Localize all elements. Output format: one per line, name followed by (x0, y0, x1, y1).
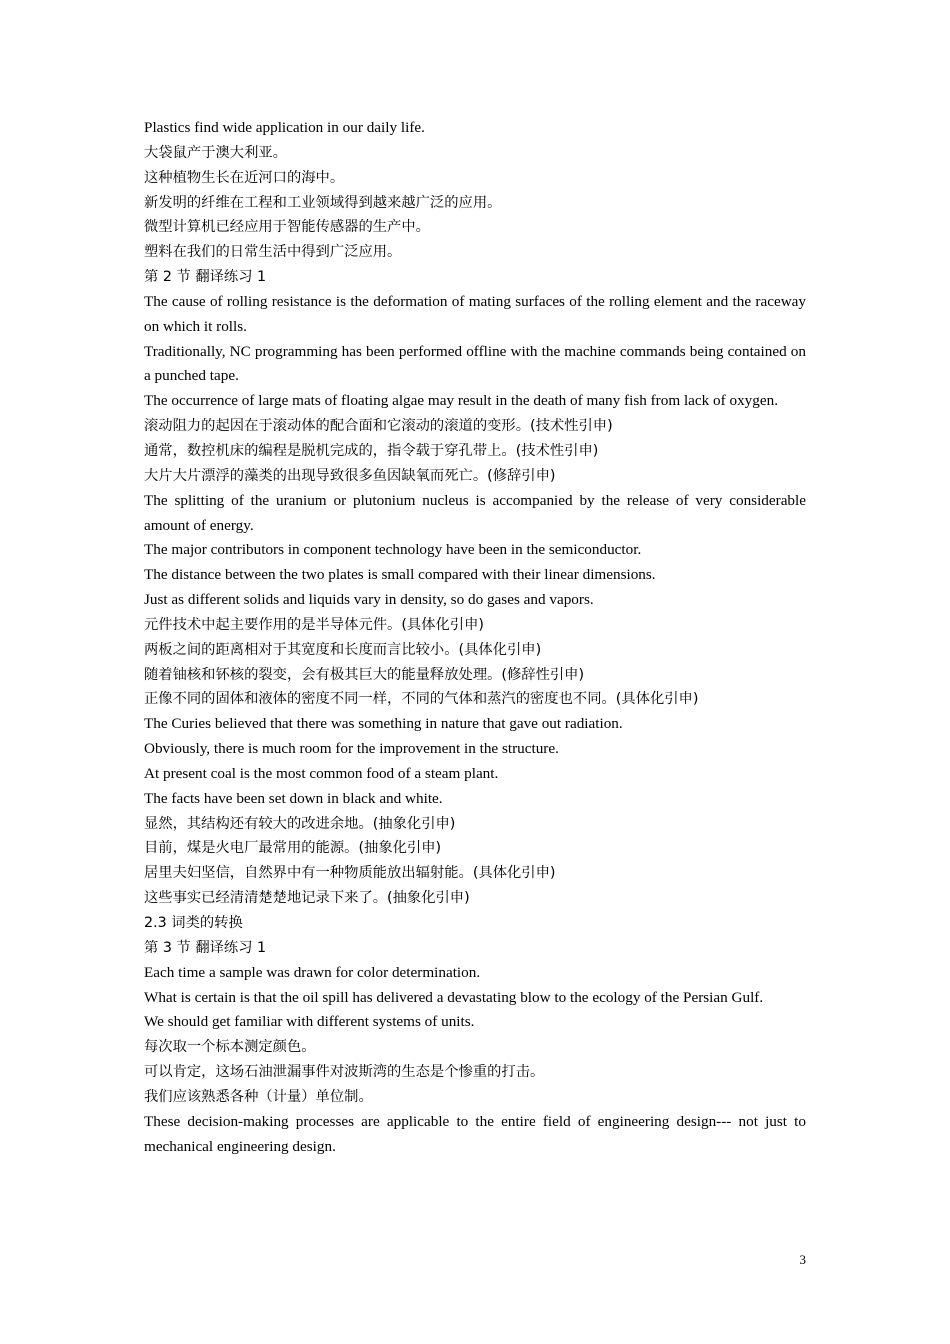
english-text-line: Traditionally, NC programming has been performed offline with the machine commands being contained on a punched tape. (144, 342, 806, 385)
english-text-line: Just as different solids and liquids vary in density, so do gases and vapors. (144, 591, 594, 609)
english-text-line: The splitting of the uranium or plutonium nucleus is accompanied by the release of very considerable amount of energy. (144, 491, 806, 534)
chinese-text-line: 我们应该熟悉各种（计量）单位制。 (144, 1088, 373, 1105)
chinese-text-line: 通常，数控机床的编程是脱机完成的，指令载于穿孔带上。(技术性引申) (144, 442, 599, 459)
chinese-text-line: 大袋鼠产于澳大利亚。 (144, 144, 287, 161)
chinese-text-line: 目前，煤是火电厂最常用的能源。(抽象化引申) (144, 840, 442, 857)
english-text-line: These decision-making processes are applicable to the entire field of engineering design--- not just to mechanical engineering design. (144, 1112, 806, 1155)
chinese-text-line: 这种植物生长在近河口的海中。 (144, 169, 345, 186)
english-text-line: The major contributors in component technology have been in the semiconductor. (144, 541, 642, 559)
english-text-line: The distance between the two plates is small compared with their linear dimensions. (144, 566, 656, 584)
page-body (144, 116, 806, 1159)
chinese-text-line: 第 2 节 翻译练习 1 (144, 269, 267, 286)
english-text-line: The occurrence of large mats of floating algae may result in the death of many fish from lack of oxygen. (144, 392, 778, 410)
chinese-text-line: 显然，其结构还有较大的改进余地。(抽象化引申) (144, 815, 456, 832)
chinese-text-line: 随着铀核和钚核的裂变，会有极其巨大的能量释放处理。(修辞性引申) (144, 666, 585, 683)
english-text-line: We should get familiar with different systems of units. (144, 1013, 475, 1031)
english-text-line: What is certain is that the oil spill has delivered a devastating blow to the ecology of the Persian Gulf. (144, 988, 764, 1006)
chinese-text-line: 可以肯定，这场石油泄漏事件对波斯湾的生态是个惨重的打击。 (144, 1064, 545, 1081)
english-text-line: At present coal is the most common food of a steam plant. (144, 764, 499, 782)
chinese-text-line: 塑料在我们的日常生活中得到广泛应用。 (144, 244, 402, 261)
chinese-text-line: 两板之间的距离相对于其宽度和长度而言比较小。(具体化引申) (144, 641, 542, 658)
chinese-text-line: 新发明的纤维在工程和工业领域得到越来越广泛的应用。 (144, 194, 502, 211)
english-text-line: The facts have been set down in black and white. (144, 789, 443, 807)
chinese-text-line: 微型计算机已经应用于智能传感器的生产中。 (144, 219, 430, 236)
chinese-text-line: 大片大片漂浮的藻类的出现导致很多鱼因缺氧而死亡。(修辞引申) (144, 467, 556, 484)
english-text-line: The cause of rolling resistance is the deformation of mating surfaces of the rolling element and the raceway on which it rolls. (144, 292, 806, 335)
chinese-text-line: 滚动阻力的起因在于滚动体的配合面和它滚动的滚道的变形。(技术性引申) (144, 418, 613, 435)
chinese-text-line: 2.3 词类的转换 (144, 915, 243, 931)
english-text-line: Plastics find wide application in our daily life. (144, 119, 425, 136)
english-text-line: Each time a sample was drawn for color determination. (144, 963, 481, 981)
chinese-text-line: 第 3 节 翻译练习 1 (144, 939, 267, 956)
chinese-text-line: 元件技术中起主要作用的是半导体元件。(具体化引申) (144, 616, 484, 633)
chinese-text-line: 居里夫妇坚信，自然界中有一种物质能放出辐射能。(具体化引申) (144, 865, 556, 882)
english-text-line: The Curies believed that there was something in nature that gave out radiation. (144, 715, 623, 733)
page-number: 3 (799, 1252, 806, 1267)
chinese-text-line: 这些事实已经清清楚楚地记录下来了。(抽象化引申) (144, 890, 470, 907)
chinese-text-line: 正像不同的固体和液体的密度不同一样，不同的气体和蒸汽的密度也不同。(具体化引申) (144, 691, 699, 708)
chinese-text-line: 每次取一个标本测定颜色。 (144, 1039, 316, 1056)
english-text-line: Obviously, there is much room for the improvement in the structure. (144, 740, 559, 758)
